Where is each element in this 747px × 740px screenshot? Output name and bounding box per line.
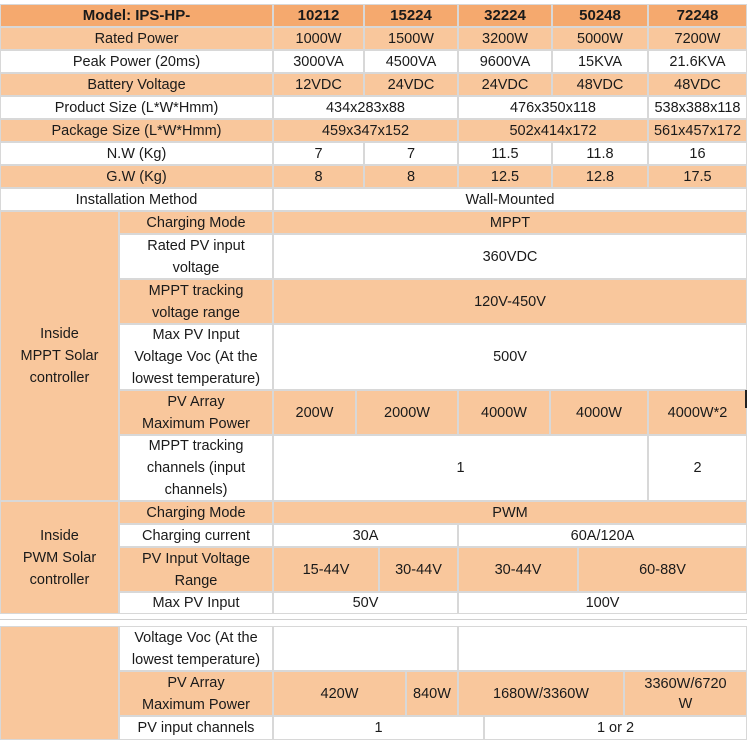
pwm-charging-current-value: 30A xyxy=(273,524,458,547)
rated-power-value: 1000W xyxy=(273,27,364,50)
pwm-input-voltage-range-value: 60-88V xyxy=(578,547,747,592)
lower-voc-value-a xyxy=(273,626,458,671)
mppt-array-power-value: 4000W xyxy=(550,390,648,435)
lower-input-channels-value: 1 xyxy=(273,716,484,740)
gross-weight-value: 8 xyxy=(273,165,364,188)
lower-array-power-value: 1680W/3360W xyxy=(458,671,624,716)
row-label-peak-power: Peak Power (20ms) xyxy=(0,50,273,73)
mppt-tracking-channels-label: MPPT tracking channels (input channels) xyxy=(119,435,273,501)
row-label-package-size: Package Size (L*W*Hmm) xyxy=(0,119,273,142)
gross-weight-value: 12.8 xyxy=(552,165,648,188)
pwm-input-voltage-range-value: 30-44V xyxy=(379,547,458,592)
net-weight-value: 16 xyxy=(648,142,747,165)
pwm-input-voltage-range-label: PV Input Voltage Range xyxy=(119,547,273,592)
mppt-array-power-value: 4000W*2 xyxy=(648,390,747,435)
installation-value: Wall-Mounted xyxy=(273,188,747,211)
pwm-charging-mode-value: PWM xyxy=(273,501,747,524)
mppt-tracking-channels-value: 2 xyxy=(648,435,747,501)
pwm-charging-current-label: Charging current xyxy=(119,524,273,547)
net-weight-value: 11.5 xyxy=(458,142,552,165)
gross-weight-value: 17.5 xyxy=(648,165,747,188)
pwm-max-pv-input-label: Max PV Input xyxy=(119,592,273,614)
mppt-tracking-range-value: 120V-450V xyxy=(273,279,747,324)
product-size-value: 434x283x88 xyxy=(273,96,458,119)
row-label-installation: Installation Method xyxy=(0,188,273,211)
lower-voc-value-b xyxy=(458,626,747,671)
mppt-array-power-value: 200W xyxy=(273,390,356,435)
row-label-battery-voltage: Battery Voltage xyxy=(0,73,273,96)
net-weight-value: 11.8 xyxy=(552,142,648,165)
pwm-input-voltage-range-value: 15-44V xyxy=(273,547,379,592)
peak-power-value: 21.6KVA xyxy=(648,50,747,73)
battery-voltage-value: 24VDC xyxy=(364,73,458,96)
product-size-value: 538x388x118 xyxy=(648,96,747,119)
mppt-tracking-range-label: MPPT tracking voltage range xyxy=(119,279,273,324)
lower-group-label xyxy=(0,626,119,740)
package-size-value: 502x414x172 xyxy=(458,119,648,142)
net-weight-value: 7 xyxy=(273,142,364,165)
gross-weight-value: 12.5 xyxy=(458,165,552,188)
row-label-net-weight: N.W (Kg) xyxy=(0,142,273,165)
battery-voltage-value: 48VDC xyxy=(552,73,648,96)
battery-voltage-value: 24VDC xyxy=(458,73,552,96)
mppt-array-power-value: 2000W xyxy=(356,390,458,435)
rated-power-value: 7200W xyxy=(648,27,747,50)
row-label-rated-power: Rated Power xyxy=(0,27,273,50)
battery-voltage-value: 12VDC xyxy=(273,73,364,96)
mppt-rated-pv-input-value: 360VDC xyxy=(273,234,747,279)
pwm-max-pv-input-value: 100V xyxy=(458,592,747,614)
divider xyxy=(0,619,747,620)
net-weight-value: 7 xyxy=(364,142,458,165)
mppt-group-label: Inside MPPT Solar controller xyxy=(0,211,119,501)
model-header-10212: 10212 xyxy=(273,4,364,27)
pwm-group-label: Inside PWM Solar controller xyxy=(0,501,119,614)
row-label-gross-weight: G.W (Kg) xyxy=(0,165,273,188)
peak-power-value: 9600VA xyxy=(458,50,552,73)
row-label-product-size: Product Size (L*W*Hmm) xyxy=(0,96,273,119)
pwm-input-voltage-range-value: 30-44V xyxy=(458,547,578,592)
mppt-array-power-label: PV Array Maximum Power xyxy=(119,390,273,435)
lower-array-power-value: 3360W/6720 W xyxy=(624,671,747,716)
page-break-gap xyxy=(0,614,747,626)
model-header-15224: 15224 xyxy=(364,4,458,27)
mppt-max-pv-voc-value: 500V xyxy=(273,324,747,390)
package-size-value: 459x347x152 xyxy=(273,119,458,142)
rated-power-value: 5000W xyxy=(552,27,648,50)
lower-input-channels-value: 1 or 2 xyxy=(484,716,747,740)
model-header-50248: 50248 xyxy=(552,4,648,27)
mppt-tracking-channels-value: 1 xyxy=(273,435,648,501)
mppt-charging-mode-label: Charging Mode xyxy=(119,211,273,234)
model-header-label: Model: IPS-HP- xyxy=(0,4,273,27)
pwm-charging-current-value: 60A/120A xyxy=(458,524,747,547)
mppt-max-pv-voc-label: Max PV Input Voltage Voc (At the lowest temperature) xyxy=(119,324,273,390)
mppt-rated-pv-input-label: Rated PV input voltage xyxy=(119,234,273,279)
pwm-charging-mode-label: Charging Mode xyxy=(119,501,273,524)
peak-power-value: 4500VA xyxy=(364,50,458,73)
product-size-value: 476x350x118 xyxy=(458,96,648,119)
rated-power-value: 1500W xyxy=(364,27,458,50)
lower-array-power-value: 420W xyxy=(273,671,406,716)
model-header-32224: 32224 xyxy=(458,4,552,27)
lower-voc-label: Voltage Voc (At the lowest temperature) xyxy=(119,626,273,671)
model-header-72248: 72248 xyxy=(648,4,747,27)
peak-power-value: 3000VA xyxy=(273,50,364,73)
package-size-value: 561x457x172 xyxy=(648,119,747,142)
mppt-charging-mode-value: MPPT xyxy=(273,211,747,234)
peak-power-value: 15KVA xyxy=(552,50,648,73)
lower-input-channels-label: PV input channels xyxy=(119,716,273,740)
lower-array-power-label: PV Array Maximum Power xyxy=(119,671,273,716)
lower-array-power-value: 840W xyxy=(406,671,458,716)
mppt-array-power-value: 4000W xyxy=(458,390,550,435)
battery-voltage-value: 48VDC xyxy=(648,73,747,96)
pwm-max-pv-input-value: 50V xyxy=(273,592,458,614)
gross-weight-value: 8 xyxy=(364,165,458,188)
rated-power-value: 3200W xyxy=(458,27,552,50)
